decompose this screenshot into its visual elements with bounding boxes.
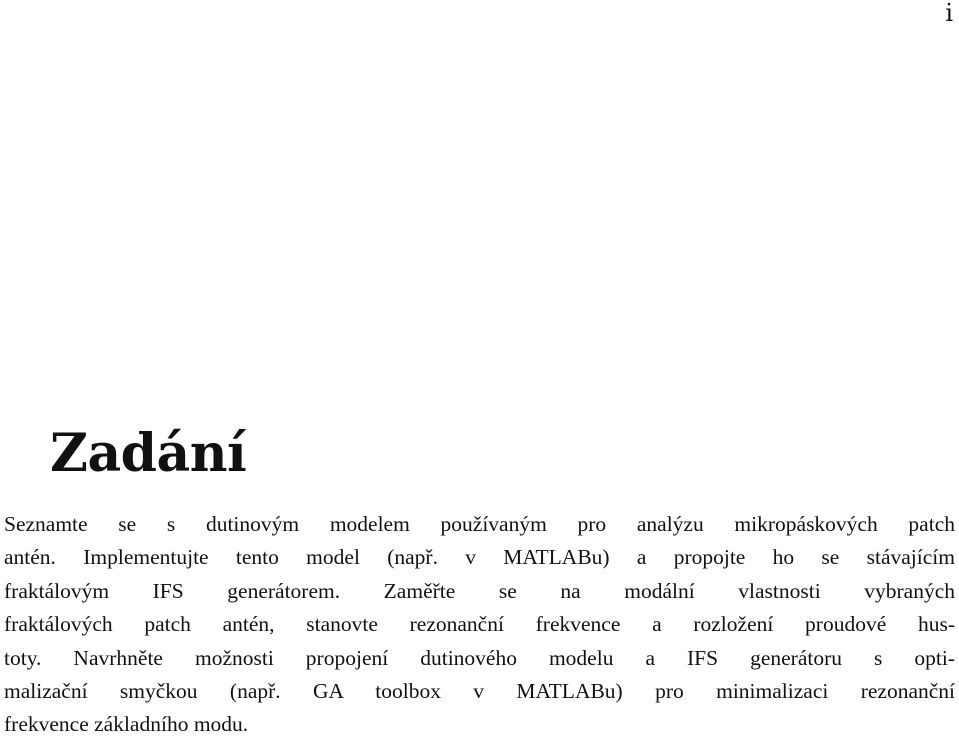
assignment-line: Seznamte se s dutinovým modelem používaným pro analýzu mikropáskových patch (4, 512, 955, 536)
chapter-title: Zadání (50, 423, 247, 484)
assignment-paragraph (4, 508, 955, 742)
assignment-line: toty. Navrhněte možnosti propojení dutinového modelu a IFS generátoru s opti- (4, 645, 955, 670)
assignment-line: malizační smyčkou (např. GA toolbox v MATLABu) pro minimalizaci rezonanční (4, 679, 955, 704)
assignment-line: fraktálovým IFS generátorem. Zaměřte se na modální vlastnosti vybraných (4, 578, 955, 603)
page-number: i (945, 0, 953, 27)
assignment-line: fraktálových patch antén, stanovte rezonanční frekvence a rozložení proudové hus- (4, 612, 955, 637)
assignment-line: antén. Implementujte tento model (např. v MATLABu) a propojte ho se stávajícím (4, 545, 955, 570)
assignment-line: frekvence základního modu. (4, 712, 249, 737)
